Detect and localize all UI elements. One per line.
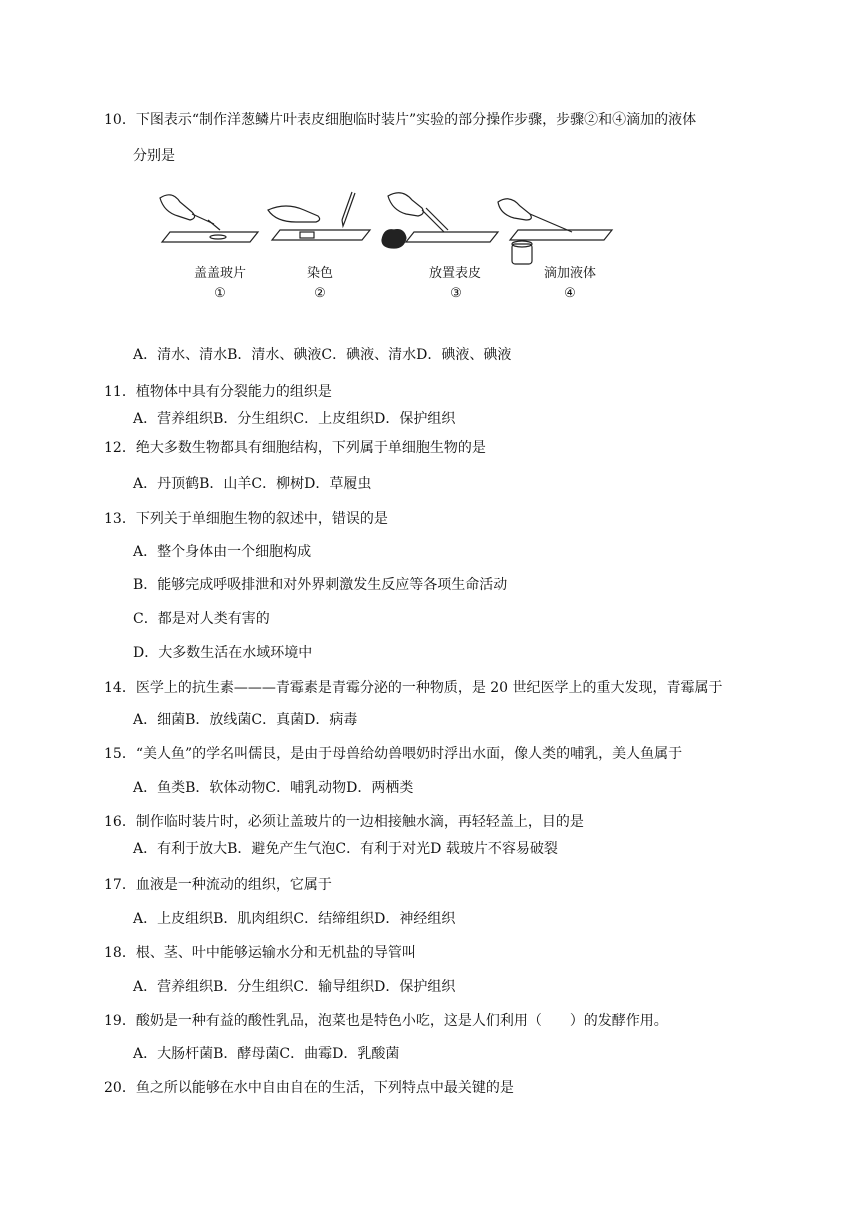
- question-15: 15．“美人鱼”的学名叫儒艮，是由于母兽给幼兽喂奶时浮出水面，像人类的哺乳，美人鱼属于: [104, 746, 683, 762]
- question-12-options: [133, 474, 371, 494]
- step-1-drawing: [160, 195, 258, 242]
- option-b: B．肌肉组织: [213, 911, 294, 927]
- question-14-options: [133, 710, 357, 730]
- option-a: A．营养组织: [133, 979, 214, 995]
- option-c: C．真菌: [251, 712, 305, 728]
- question-17-options: [133, 909, 455, 929]
- option-c: C．哺乳动物: [265, 780, 347, 796]
- option-d: D．病毒: [304, 712, 358, 728]
- step-1-number: ①: [214, 286, 226, 301]
- option-a: A．鱼类: [133, 780, 186, 796]
- option-d: D．神经组织: [374, 911, 456, 927]
- question-17: 17．血液是一种流动的组织，它属于: [104, 877, 332, 893]
- option-c: C．柳树: [251, 476, 305, 492]
- step-2-label: 染色: [306, 266, 333, 281]
- option-a: A．细菌: [133, 712, 186, 728]
- option-c: C．有利于对光: [335, 841, 431, 857]
- question-20: 20．鱼之所以能够在水中自由自在的生活，下列特点中最关键的是: [104, 1080, 514, 1096]
- option-c: C．上皮组织: [293, 411, 375, 427]
- option-b: B．酵母菌: [213, 1046, 280, 1062]
- option-b: B．分生组织: [213, 979, 294, 995]
- step-2-number: ②: [314, 286, 326, 301]
- option-a: A．营养组织: [133, 411, 214, 427]
- option-a: A．上皮组织: [133, 911, 214, 927]
- question-11: 11．植物体中具有分裂能力的组织是: [104, 384, 332, 400]
- option-c: C．输导组织: [293, 979, 375, 995]
- option-d: D．两栖类: [346, 780, 414, 796]
- question-10-line2: 分别是: [133, 148, 175, 164]
- option-b: B．避免产生气泡: [227, 841, 336, 857]
- question-19-options: [133, 1044, 399, 1064]
- option-b: B．分生组织: [213, 411, 294, 427]
- step-1-label: 盖盖玻片: [193, 266, 246, 281]
- question-10-line1: 10．下图表示“制作洋葱鳞片叶表皮细胞临时装片”实验的部分操作步骤，步骤②和④滴加的液体: [104, 112, 697, 128]
- step-4-drawing: [498, 199, 612, 264]
- step-4-number: ④: [564, 286, 576, 301]
- step-3-label: 放置表皮: [428, 266, 481, 281]
- question-18-options: [133, 977, 455, 997]
- slide-preparation-illustration: [150, 188, 620, 273]
- question-12: 12．绝大多数生物都具有细胞结构，下列属于单细胞生物的是: [104, 440, 486, 456]
- option-b: B．软体动物: [185, 780, 266, 796]
- question-15-options: [133, 778, 413, 798]
- step-4-label: 滴加液体: [543, 266, 596, 281]
- question-13-option-c: C．都是对人类有害的: [133, 611, 270, 627]
- option-d: D．碘液、碘液: [416, 347, 512, 363]
- option-d: D．保护组织: [374, 411, 456, 427]
- option-a: A．有利于放大: [133, 841, 228, 857]
- question-16: 16．制作临时装片时，必须让盖玻片的一边相接触水滴，再轻轻盖上，目的是: [104, 814, 584, 830]
- option-b: B．放线菌: [185, 712, 252, 728]
- option-d: D 载玻片不容易破裂: [430, 841, 558, 857]
- question-13-option-d: D．大多数生活在水域环境中: [133, 645, 313, 661]
- option-d: D．保护组织: [374, 979, 456, 995]
- option-a: A．大肠杆菌: [133, 1046, 214, 1062]
- question-18: 18．根、茎、叶中能够运输水分和无机盐的导管叫: [104, 945, 416, 961]
- question-19: 19．酸奶是一种有益的酸性乳品，泡菜也是特色小吃，这是人们利用（ ）的发酵作用。: [104, 1013, 668, 1029]
- option-d: D．草履虫: [304, 476, 372, 492]
- question-16-options: [133, 839, 558, 859]
- option-c: C．结缔组织: [293, 911, 375, 927]
- option-c: C．曲霉: [279, 1046, 333, 1062]
- option-a: A．清水、清水: [133, 347, 228, 363]
- option-b: B．山羊: [199, 476, 252, 492]
- question-13-option-a: A．整个身体由一个细胞构成: [133, 544, 312, 560]
- step-3-number: ③: [450, 286, 462, 301]
- step-3-drawing: [382, 193, 498, 248]
- question-13: 13．下列关于单细胞生物的叙述中，错误的是: [104, 511, 388, 527]
- option-d: D．乳酸菌: [332, 1046, 400, 1062]
- option-a: A．丹顶鹤: [133, 476, 200, 492]
- question-14: 14．医学上的抗生素———青霉素是青霉分泌的一种物质，是 20 世纪医学上的重大发现，青霉属于: [104, 680, 723, 696]
- question-11-options: [133, 409, 455, 429]
- option-b: B．清水、碘液: [227, 347, 322, 363]
- step-2-drawing: [268, 192, 370, 240]
- question-10-options: [133, 345, 511, 365]
- option-c: C．碘液、清水: [321, 347, 417, 363]
- question-13-option-b: B．能够完成呼吸排泄和对外界刺激发生反应等各项生命活动: [133, 577, 508, 593]
